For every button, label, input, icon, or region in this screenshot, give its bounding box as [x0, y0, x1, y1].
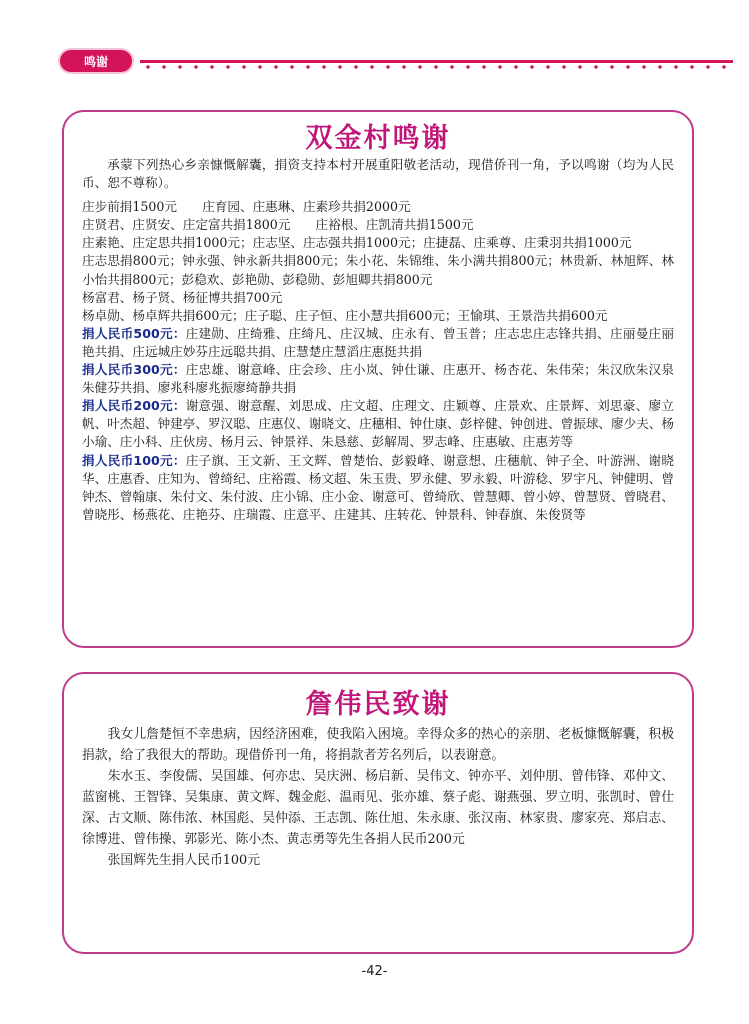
notice-title: 双金村鸣谢 [305, 123, 451, 154]
donor-group-300 [82, 361, 674, 397]
notice-body [64, 156, 692, 524]
donor-group-100 [82, 452, 674, 524]
notice-shuangjin [62, 110, 694, 648]
donor-line: 庄步前捐1500元 庄育园、庄惠琳、庄素珍共捐2000元 [82, 199, 411, 215]
header-dots [140, 64, 733, 70]
donor-line: 杨卓勋、杨卓辉共捐600元；庄子聪、庄子恒、庄小慧共捐600元；王愉琪、王景浩共捐600元 [82, 307, 608, 323]
section-tab [60, 50, 132, 72]
donor-group-names: 庄忠雄、谢意峰、庄会珍、庄小岚、钟仕谦、庄惠开、杨杏花、朱伟荣；朱汉欣朱汉泉朱健芬共捐、廖兆科廖兆振廖绮静共捐 [82, 362, 675, 396]
donor-line: 庄贤君、庄贤安、庄定富共捐1800元 庄裕根、庄凯清共捐1500元 [82, 217, 474, 233]
donor-line: 杨富君、杨子贤、杨征博共捐700元 [82, 289, 283, 305]
notice-zhan-weimin [62, 672, 694, 954]
donor-list: 朱水玉、李俊儒、吴国雄、何亦忠、吴庆洲、杨启新、吴伟文、钟亦平、刘仲朋、曾伟锋、邓仲文、蓝窗桃、王智锋、吴集康、黄文辉、魏金彪、温雨见、张亦雄、蔡子彪、谢燕强、罗立明、张凯时、曾仕深、古文顺、陈伟浓、林国彪、吴仲添、王志凯、陈仕旭、朱永康、张汉南、林家贵、廖家亮、郑启志、徐博进、曾伟操、郭影光、陈小杰、黄志勇等先生各捐人民币200元 [82, 769, 674, 847]
donor-group-label: 捐人民币200元： [82, 398, 186, 414]
donor-group-label: 捐人民币100元： [82, 452, 186, 468]
donor-line: 庄素艳、庄定思共捐1000元；庄志坚、庄志强共捐1000元；庄捷磊、庄乘尊、庄秉羽共捐1000元 [82, 235, 632, 251]
donor-group-500 [82, 325, 674, 361]
notice-intro: 我女儿詹楚恒不幸患病，因经济困难，使我陷入困境。幸得众多的热心的亲朋、老板慷慨解囊，积极捐款，给了我很大的帮助。现借侨刊一角，将捐款者芳名列后，以表谢意。 [82, 727, 674, 763]
section-tab-label: 鸣谢 [83, 54, 108, 69]
notice-intro: 承蒙下列热心乡亲慷慨解囊，捐资支持本村开展重阳敬老活动，现借侨刊一角，予以鸣谢（均为人民币、恕不尊称）。 [82, 157, 674, 191]
donor-extra: 张国辉先生捐人民币100元 [107, 853, 260, 868]
donor-group-label: 捐人民币300元： [82, 362, 186, 378]
donor-group-label: 捐人民币500元： [82, 325, 186, 341]
donor-group-200 [82, 397, 674, 451]
donor-group-names: 谢意强、谢意醒、刘思成、庄文超、庄理文、庄颖尊、庄景欢、庄景辉、刘思豪、廖立帆、叶杰超、钟建亭、罗汉聪、庄惠仪、谢晓文、庄穗相、钟仕康、彭梓健、钟创进、曾振球、廖少夫、杨小瑜、庄小科、庄伙房、杨月云、钟景祥、朱恳慈、彭解周、罗志峰、庄惠敏、庄惠芳等 [82, 398, 675, 450]
donor-line: 庄志思捐800元；钟永强、钟永新共捐800元；朱小花、朱锦维、朱小满共捐800元；林贵新、林旭辉、林小怡共捐800元；彭稳欢、彭艳勋、彭稳勋、彭旭卿共捐800元 [82, 253, 674, 287]
notice-body [64, 724, 692, 871]
page-number: -42- [361, 964, 388, 979]
header-rule [140, 60, 733, 63]
donor-group-names: 庄子旗、王文新、王文辉、曾楚怡、彭毅峰、谢意想、庄穗航、钟子全、叶游洲、谢晓华、庄惠香、庄知为、曾绮纪、庄裕霞、杨文超、朱玉贵、罗永健、罗永毅、叶游稔、罗宇凡、钟健明、曾钟杰、曾翰康、朱付文、朱付波、庄小锦、庄小金、谢意可、曾绮欣、曾慧卿、曾小婷、曾慧贤、曾晓君、曾晓彤、杨燕花、庄艳芬、庄瑞霞、庄意平、庄建其、庄转花、钟景科、钟春旗、朱俊贤等 [82, 452, 675, 522]
notice-title: 詹伟民致谢 [305, 689, 451, 720]
donor-group-names: 庄建勋、庄绮雅、庄绮凡、庄汉城、庄永有、曾玉普；庄志忠庄志锋共捐、庄丽曼庄丽艳共捐、庄远城庄妙芬庄远聪共捐、庄慧楚庄慧滔庄惠挺共捐 [82, 325, 675, 359]
